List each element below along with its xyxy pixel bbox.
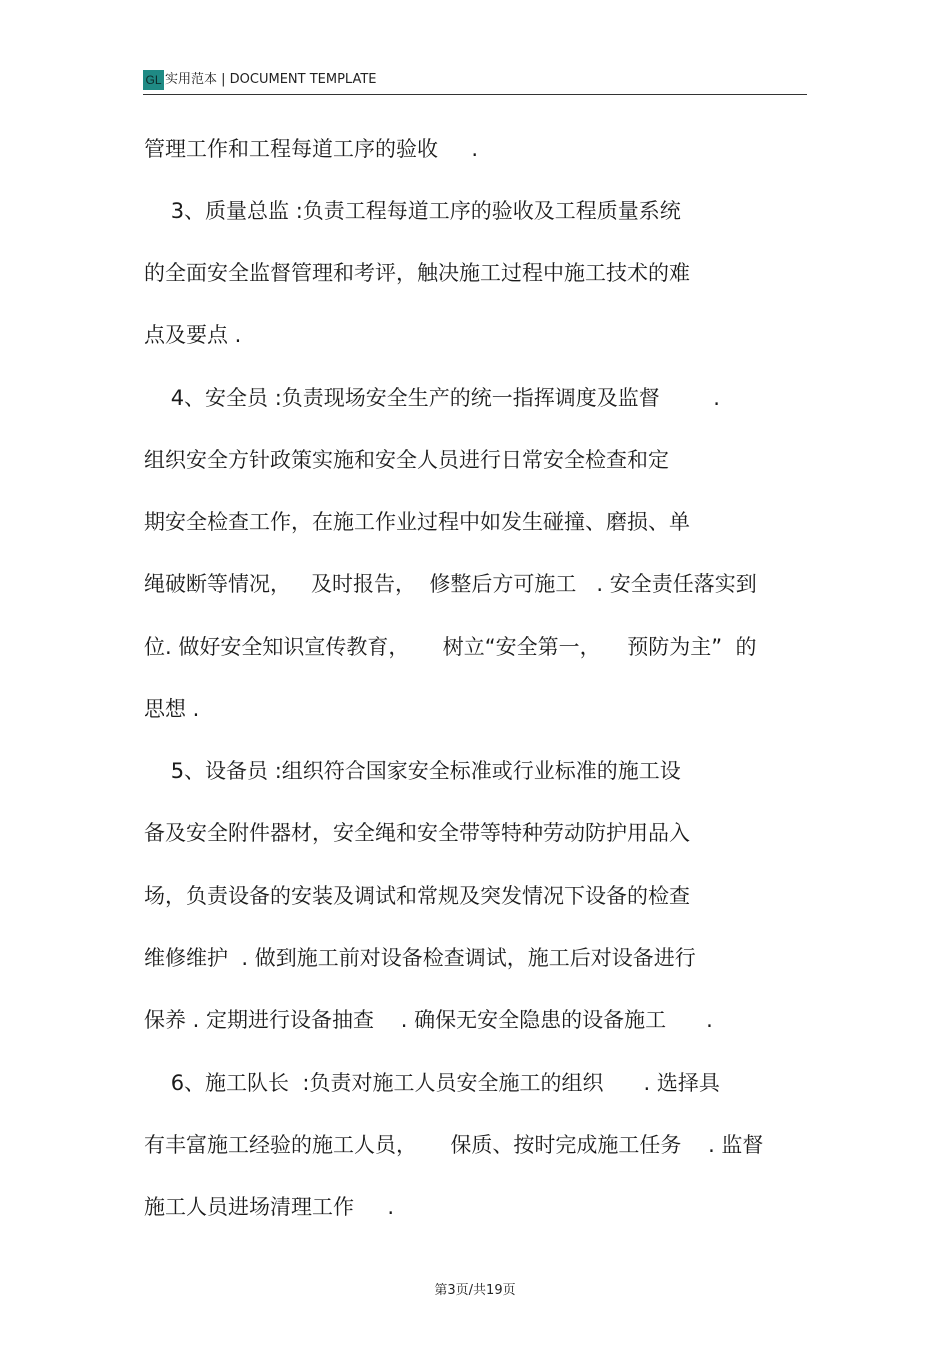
document-header: [143, 70, 807, 95]
body-line: 维修维护 . 做到施工前对设备检查调试，施工后对设备进行: [144, 946, 696, 970]
gl-logo: GL: [143, 70, 164, 90]
body-line: 施工人员进场清理工作 .: [144, 1195, 395, 1219]
body-line: 5、设备员 :组织符合国家安全标准或行业标准的施工设: [144, 759, 681, 783]
body-line: 6、施工队长 :负责对施工人员安全施工的组织 . 选择具: [144, 1071, 720, 1095]
body-line: 思想 .: [144, 697, 200, 721]
body-line: 3、质量总监 :负责工程每道工序的验收及工程质量系统: [144, 199, 681, 223]
body-line: 备及安全附件器材，安全绳和安全带等特种劳动防护用品入: [144, 821, 690, 845]
body-line: 期安全检查工作，在施工作业过程中如发生碰撞、磨损、单: [144, 510, 690, 534]
body-line: 管理工作和工程每道工序的验收 .: [144, 137, 479, 161]
header-title: 实用范本 | DOCUMENT TEMPLATE: [165, 72, 377, 87]
body-line: 绳破断等情况， 及时报告， 修整后方可施工 . 安全责任落实到: [144, 572, 757, 596]
body-line: 组织安全方针政策实施和安全人员进行日常安全检查和定: [144, 448, 669, 472]
body-line: 的全面安全监督管理和考评，触决施工过程中施工技术的难: [144, 261, 690, 285]
body-line: 保养 . 定期进行设备抽查 . 确保无安全隐患的设备施工 .: [144, 1008, 713, 1032]
body-line: 场，负责设备的安装及调试和常规及突发情况下设备的检查: [144, 884, 690, 908]
body-line: 4、安全员 :负责现场安全生产的统一指挥调度及监督 .: [144, 386, 720, 410]
body-line: 有丰富施工经验的施工人员， 保质、按时完成施工任务 . 监督: [144, 1133, 764, 1157]
page-number: 第3页/共19页: [434, 1283, 516, 1298]
body-line: 点及要点 .: [144, 323, 242, 347]
body-line: 位. 做好安全知识宣传教育， 树立“安全第一， 预防为主” 的: [144, 635, 757, 659]
